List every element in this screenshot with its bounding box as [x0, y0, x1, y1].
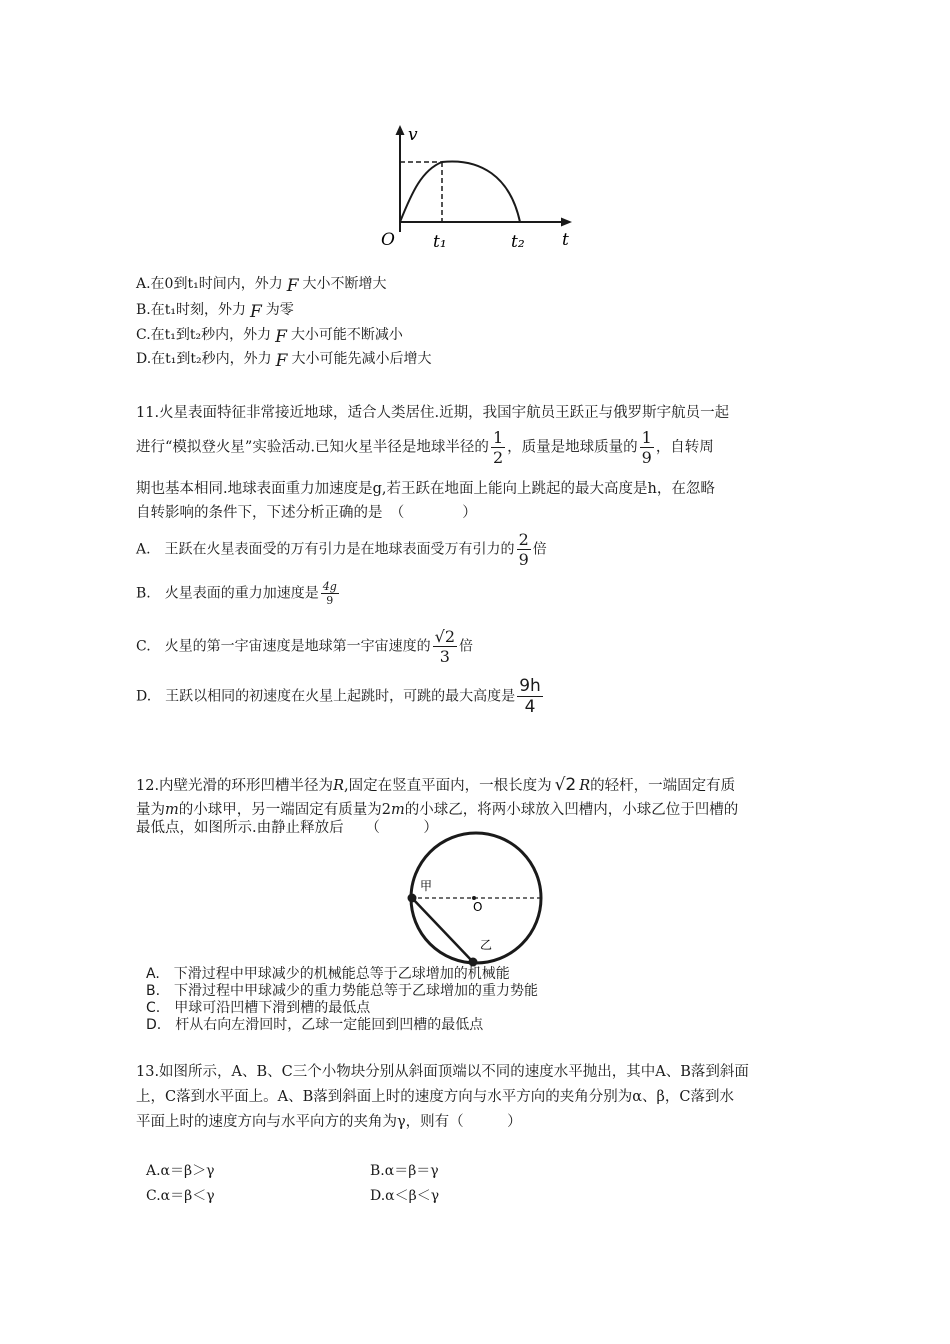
ball-jia: [408, 894, 417, 903]
t1-label: t₁: [433, 232, 447, 252]
force-symbol: F: [275, 327, 287, 347]
fraction-two-ninths: [517, 530, 531, 569]
fraction-sqrt2-thirds-den: 3: [439, 647, 450, 666]
q12-option-d: D. 杆从右向左滑回时，乙球一定能回到凹槽的最低点: [146, 1017, 484, 1033]
q13-line-2: 上，C落到水平面上。A、B落到斜面上时的速度方向与水平方向的夹角分别为α、β，C落到水: [136, 1089, 734, 1105]
q11-line-2c: ，自转周: [655, 439, 714, 456]
q13-option-c: C.α＝β＜γ: [146, 1188, 215, 1204]
q12-line-1a: 12.内壁光滑的环形凹槽半径为: [136, 778, 334, 794]
fraction-four-g-ninths: [321, 580, 339, 607]
fraction-nine-h-fourths: [517, 676, 543, 717]
fraction-nine-h-fourths-den: 4: [524, 697, 536, 717]
mass-symbol: m: [165, 802, 179, 818]
q10-option-b-post: 为零: [265, 302, 294, 318]
fraction-ninth-den: 9: [641, 448, 652, 467]
t2-label: t₂: [511, 232, 525, 252]
q11-option-c-pre: C. 火星的第一宇宙速度是地球第一宇宙速度的: [136, 638, 431, 655]
q12-option-a: A. 下滑过程中甲球减少的机械能总等于乙球增加的机械能: [146, 966, 510, 982]
q11-option-c: [136, 627, 473, 666]
q10-option-a: [136, 273, 387, 296]
q11-line-4: 自转影响的条件下，下述分析正确的是 （ ）: [136, 505, 477, 521]
q12-line-1c: 的轻杆，一端固定有质: [590, 778, 736, 794]
q11-option-a-pre: A. 王跃在火星表面受的万有引力是在地球表面受万有引力的: [136, 541, 515, 558]
fraction-sqrt2-thirds-num: √2: [434, 627, 456, 646]
groove-diagram: [400, 830, 550, 970]
q10-option-d: [136, 348, 432, 371]
q11-line-2: [136, 428, 714, 467]
fraction-ninth-num: 1: [641, 428, 652, 447]
fraction-four-g-ninths-den: 9: [326, 594, 334, 607]
fraction-half-den: 2: [492, 448, 504, 467]
q10-option-b-pre: B.在t₁时刻，外力: [136, 302, 246, 318]
q12-line-2c: 的小球乙，将两小球放入凹槽内，小球乙位于凹槽的: [404, 802, 739, 818]
q10-option-c-pre: C.在t₁到t₂秒内，外力: [136, 327, 272, 343]
q11-option-a-post: 倍: [532, 541, 547, 558]
q13-line-3: 平面上时的速度方向与水平向方的夹角为γ，则有（ ）: [136, 1114, 522, 1130]
q13-line-1: 13.如图所示，A、B、C三个小物块分别从斜面顶端以不同的速度水平抛出，其中A、B落到斜面: [136, 1064, 749, 1080]
q11-option-b: [136, 580, 341, 607]
q11-option-d: [136, 676, 545, 717]
q13-option-d: D.α＜β＜γ: [370, 1188, 440, 1204]
fraction-half-num: 1: [492, 428, 504, 447]
q12-line-2b: 的小球甲，另一端固定有质量为2: [178, 802, 391, 818]
q12-line-3: 最低点，如图所示.由静止释放后 （ ）: [136, 820, 438, 836]
q12-option-b: B. 下滑过程中甲球减少的重力势能总等于乙球增加的重力势能: [146, 983, 539, 999]
velocity-curve: [400, 161, 520, 222]
q11-line-3: 期也基本相同.地球表面重力加速度是g,若王跃在地面上能向上跳起的最大高度是h，在忽略: [136, 481, 715, 497]
force-symbol: F: [275, 351, 288, 371]
q12-line-2a: 量为: [136, 802, 165, 818]
q10-option-d-pre: D.在t₁到t₂秒内，外力: [136, 351, 272, 367]
v-axis-label: v: [408, 125, 418, 145]
t-axis-arrow: [561, 218, 572, 227]
q10-option-b: [136, 299, 294, 322]
label-yi: 乙: [480, 938, 493, 952]
t-axis-label: t: [562, 230, 569, 250]
force-symbol: F: [249, 302, 262, 322]
origin-label: O: [381, 230, 395, 250]
velocity-time-graph: [370, 120, 580, 260]
v-axis-arrow: [396, 125, 405, 135]
fraction-ninth: [640, 428, 654, 467]
fraction-two-ninths-den: 9: [518, 550, 529, 569]
q10-option-d-post: 大小可能先减小后增大: [291, 351, 432, 367]
q12-line-1b: ,固定在竖直平面内，一根长度为: [343, 778, 552, 794]
q12-line-1: [136, 774, 735, 795]
q10-option-c-post: 大小可能不断减小: [290, 327, 403, 343]
q11-option-d-pre: D. 王跃以相同的初速度在火星上起跳时，可跳的最大高度是: [136, 688, 516, 705]
q11-option-c-post: 倍: [459, 638, 474, 655]
q11-option-a: [136, 530, 547, 569]
label-o: O: [473, 900, 483, 914]
q11-line-2b: ，质量是地球质量的: [507, 439, 638, 456]
fraction-four-g-ninths-num: 4g: [322, 580, 337, 593]
q13-option-b: B.α＝β＝γ: [370, 1163, 439, 1179]
q12-option-c: C. 甲球可沿凹槽下滑到槽的最低点: [146, 1000, 371, 1016]
q11-line-2a: 进行“模拟登火星”实验活动.已知火星半径是地球半径的: [136, 439, 489, 456]
force-symbol: F: [286, 276, 299, 296]
q10-option-a-pre: A.在0到t₁时间内，外力: [136, 276, 283, 292]
q11-line-1: 11.火星表面特征非常接近地球，适合人类居住.近期，我国宇航员王跃正与俄罗斯宇航员一起: [136, 405, 730, 421]
q11-option-b-pre: B. 火星表面的重力加速度是: [136, 585, 319, 602]
q13-option-a: A.α＝β＞γ: [146, 1163, 215, 1179]
fraction-two-ninths-num: 2: [518, 530, 529, 549]
radius-symbol: R: [579, 778, 591, 794]
mass-symbol: m: [390, 802, 405, 818]
fraction-nine-h-fourths-num: 9h: [519, 676, 541, 696]
q10-option-c: [136, 324, 403, 347]
label-jia: 甲: [420, 879, 433, 893]
q10-option-a-post: 大小不断增大: [302, 276, 387, 292]
fraction-sqrt2-thirds: [433, 627, 457, 666]
sqrt2-symbol: √2: [554, 775, 577, 795]
fraction-half: [491, 428, 505, 467]
radius-symbol: R: [333, 778, 344, 794]
